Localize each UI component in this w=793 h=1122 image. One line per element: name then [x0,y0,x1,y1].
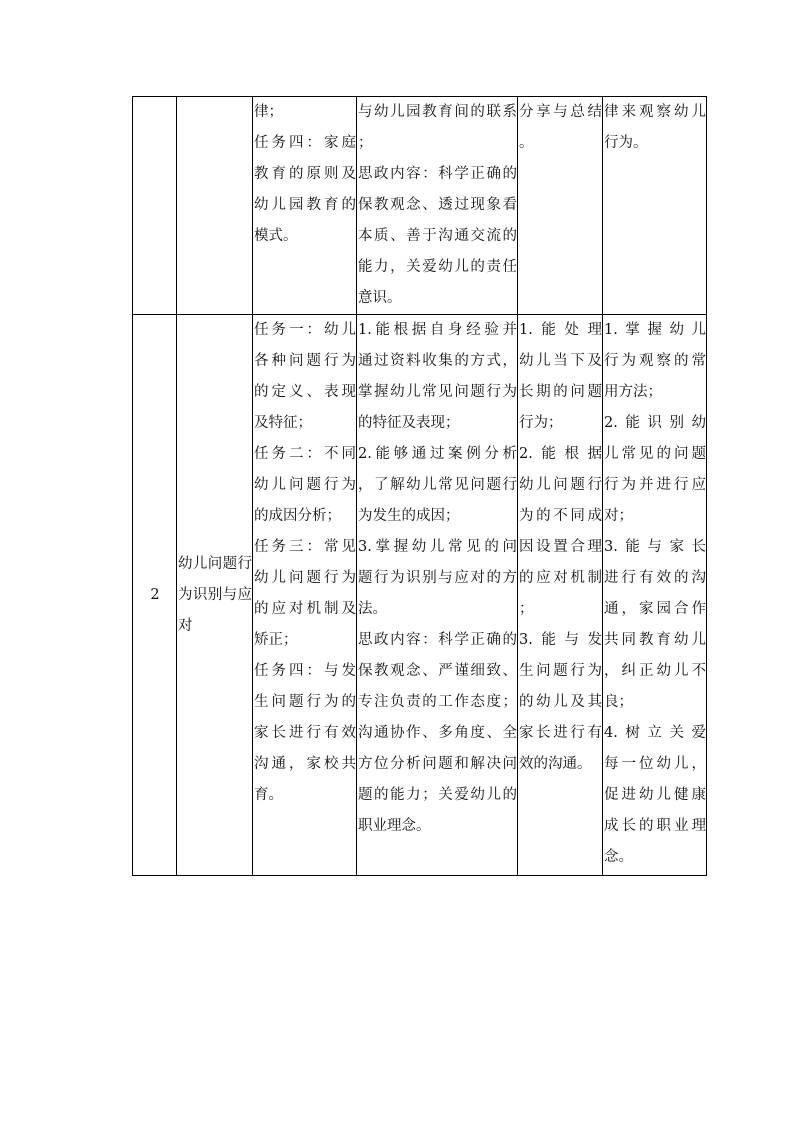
goals-cell: 1.能根据自身经验并 通过资料收集的方式， 掌握幼儿常见问题行为 的特征及表现； 2.能够通过案例分析 ，了解幼儿常见问题行 为发生的成因； 3.掌握幼儿常见的问 题行为识别与应对的方 法。 思政内容：科学正确的 保教观念、严谨细致、 专注负责的工作态度； 沟通协作、多角度、全 方位分析问题和解决问 题的能力；关爱幼儿的 职业理念。 [357,315,518,876]
project-name-cell: 幼儿问题行 为识别与应 对 [177,315,253,876]
goals-cell: 与幼儿园教育间的联系 ； 思政内容：科学正确的 保教观念、透过现象看 本质、善于沟通交流的 能力，关爱幼儿的责任 意识。 [357,97,518,315]
project-name-cell [177,97,253,315]
abilities-cell: 1.能处理 幼儿当下及 长期的问题 行为； 2.能根据 幼儿问题行 为的不同成 因设置合理 的应对机制 ； 3.能与发 生问题行为 的幼儿及其 家长进行有 效的沟通。 [518,315,603,876]
qualities-cell: 1.掌握幼儿 行为观察的常 用方法； 2.能识别幼 儿常见的问题 行为并进行应 对； 3.能与家长 进行有效的沟 通，家园合作 共同教育幼儿 ，纠正幼儿不 良； 4.树立关爱 每一位幼儿， 促进幼儿健康 成长的职业理 念。 [603,315,707,876]
row-number-cell [133,97,177,315]
row-number-cell: 2 [133,315,177,876]
qualities-cell: 律来观察幼儿 行为。 [603,97,707,315]
abilities-cell: 分享与总结 。 [518,97,603,315]
curriculum-table [132,96,707,876]
table-row [133,315,707,876]
tasks-cell: 律； 任务四：家庭 教育的原则及 幼儿园教育的 模式。 [253,97,357,315]
table-row [133,97,707,315]
tasks-cell: 任务一：幼儿 各种问题行为 的定义、表现 及特征； 任务二：不同 幼儿问题行为 的成因分析； 任务三：常见 幼儿问题行为 的应对机制及 矫正； 任务四：与发 生问题行为的 家长进行有效 沟通，家校共 育。 [253,315,357,876]
